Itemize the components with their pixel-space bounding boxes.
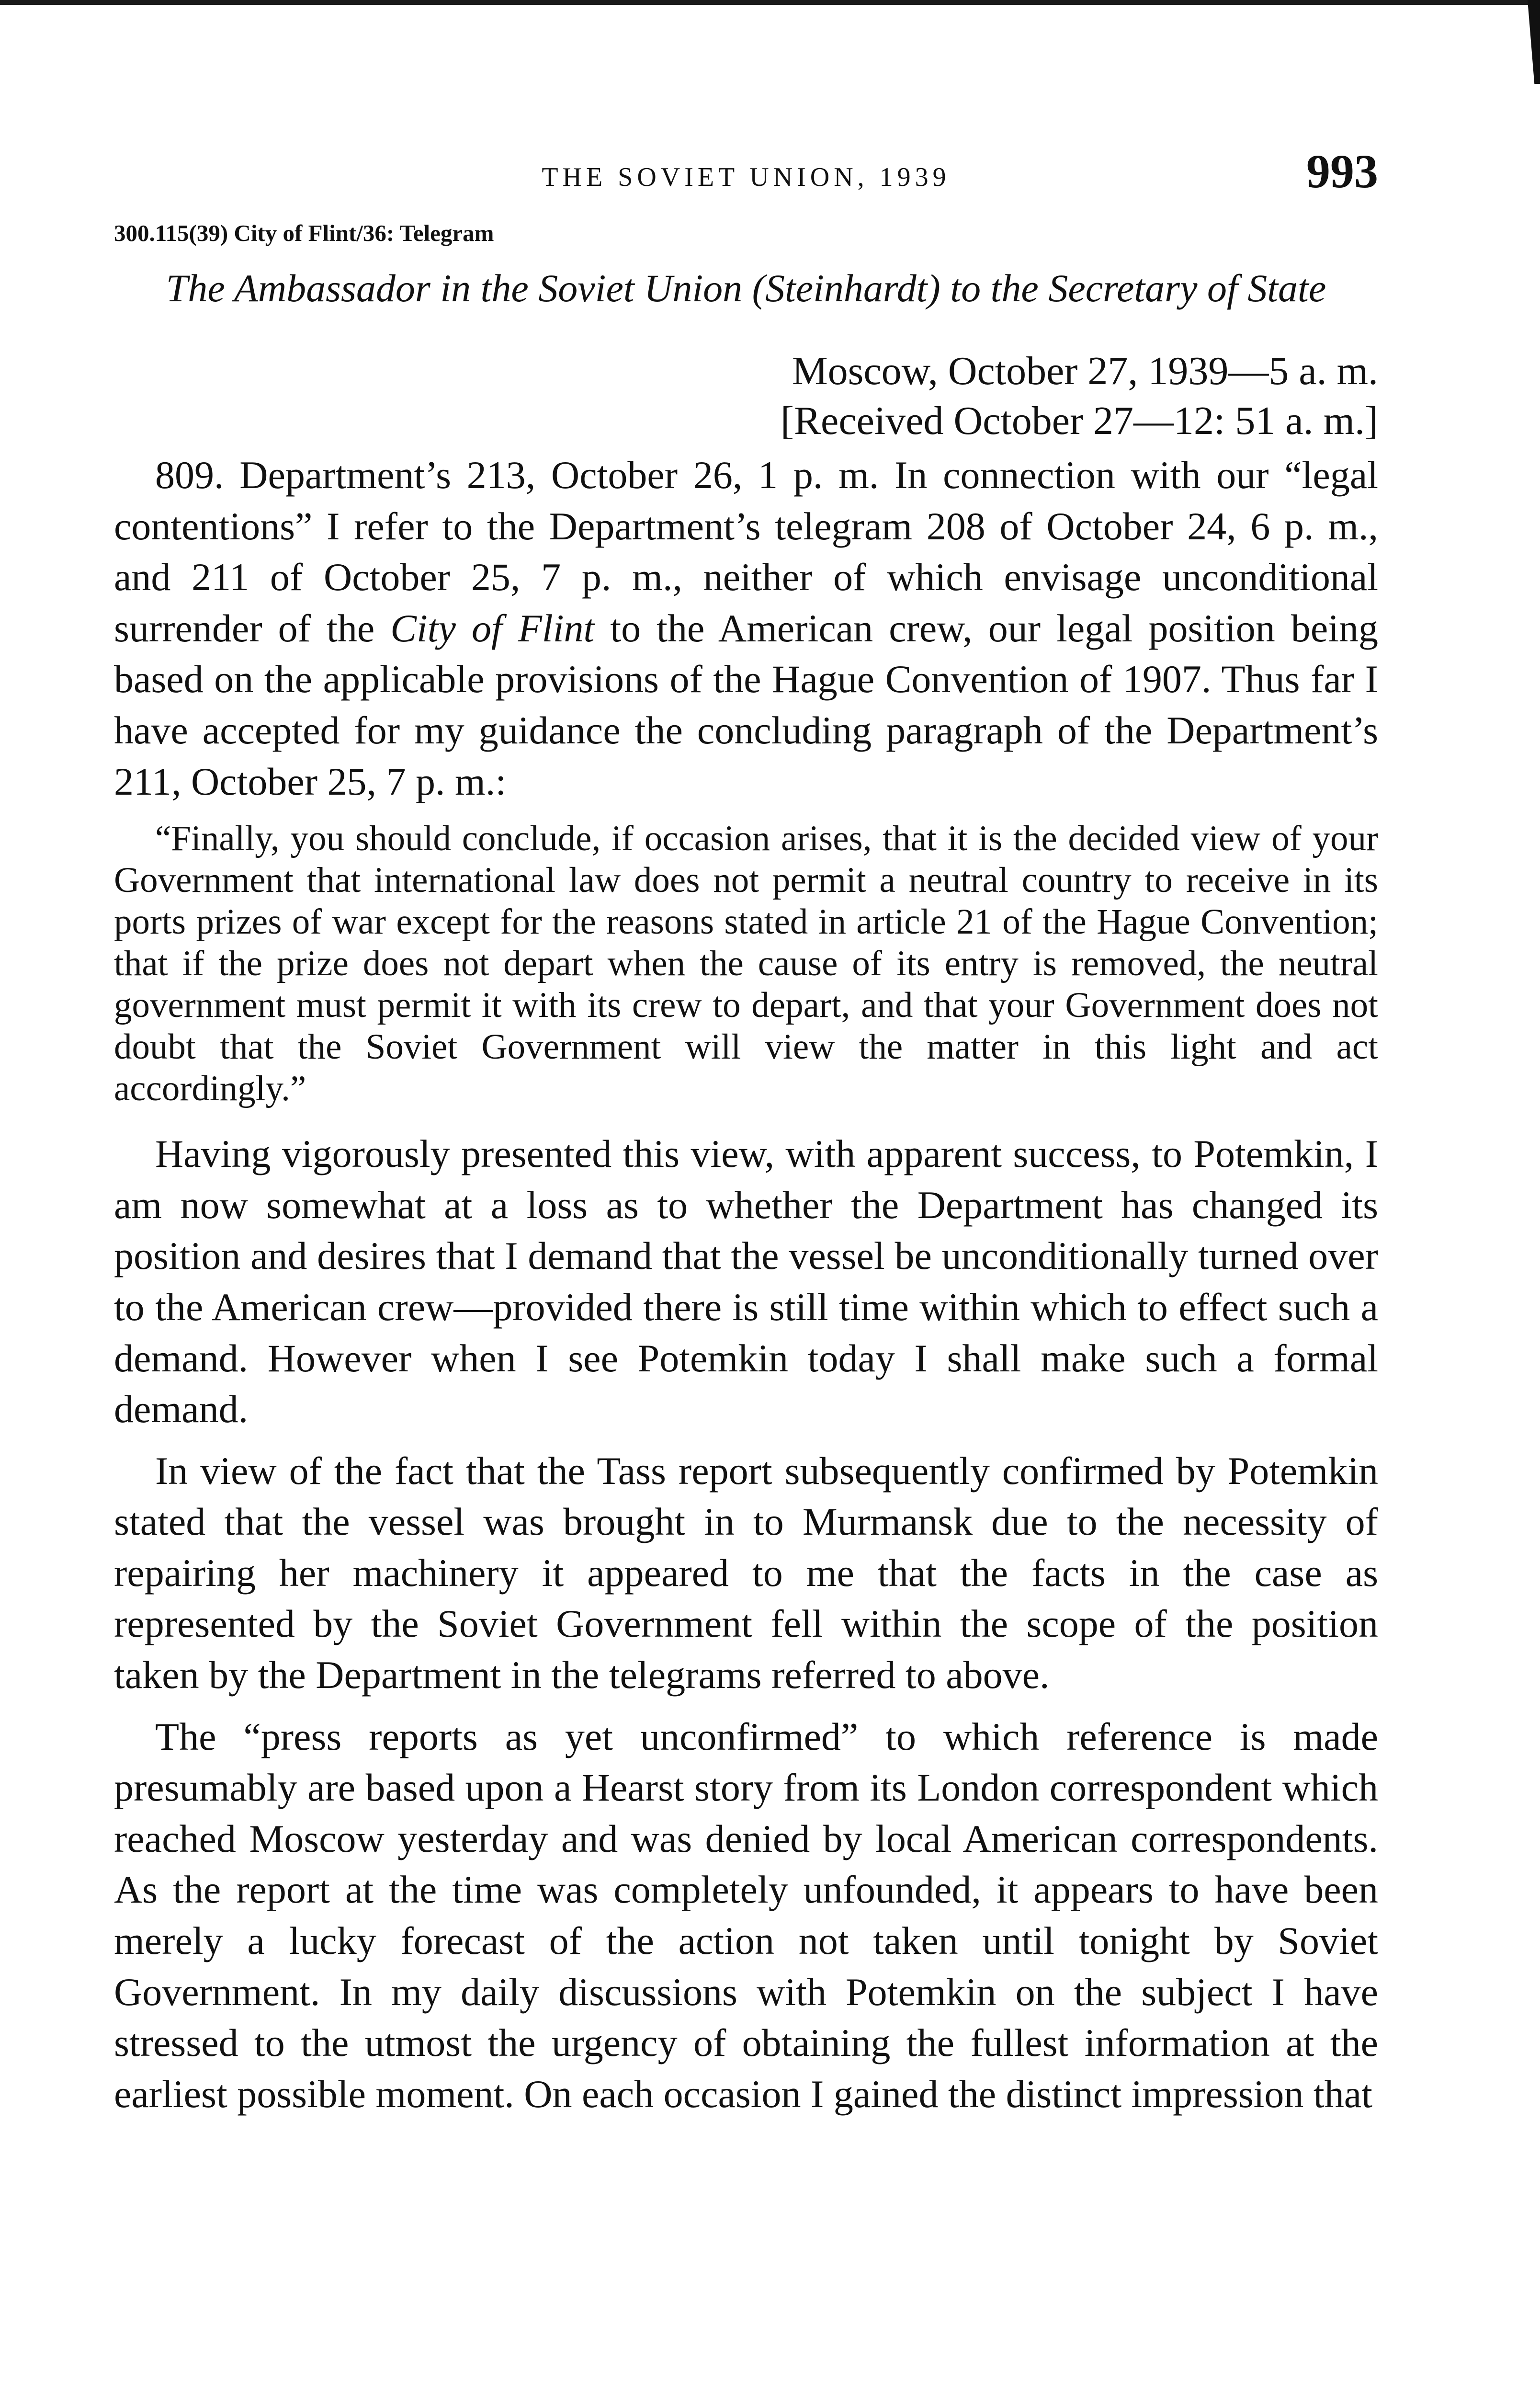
page-number: 993 <box>1306 145 1378 198</box>
running-head <box>114 144 1378 211</box>
paragraph: In view of the fact that the Tass report subsequently confirmed by Potemkin stated that the vessel was brought in to Murmansk due to the necessity of repairing her machinery it appeared to me that the facts in the case as represented by the Soviet Government fell within the scope of the position taken by the Department in the telegrams referred to above. <box>114 1448 1378 1697</box>
paragraph: Having vigorously presented this view, with apparent success, to Potemkin, I am now somewhat at a loss as to whether the Department has changed its position and desires that I demand that the vessel be unconditionally turned over to the American crew—provided there is still time within which to effect such a demand. However when I see Potemkin today I shall make such a formal demand. <box>114 1132 1378 1431</box>
file-reference: 300.115(39) City of Flint/36: Telegram <box>114 220 494 246</box>
block-quote: “Finally, you should conclude, if occasion arises, that it is the decided view of your Government that international law does not permit a neutral country to receive in its ports prizes of war except for the reasons stated in article 21 of the Hague Convention; that if the prize does not depart when the cause of its entry is removed, the neutral government must permit it with its crew to depart, and that your Government does not doubt that the Soviet Government will view the matter in this light and act accordingly.” <box>114 819 1378 1109</box>
document-heading: The Ambassador in the Soviet Union (Steinhardt) to the Secretary of State <box>166 266 1326 310</box>
document-page <box>114 144 1378 2130</box>
paragraph-text: 809. Department’s 213, October 26, 1 p. m. In connection with our “legal contentions” I refer to the Department’s telegram 208 of October 24, 6 p. m., and 211 of October 25, 7 p. m., neither of which envisage unconditional surrender of the <box>114 453 1378 650</box>
paragraph: The “press reports as yet unconfirmed” to which reference is made presumably are based upon a Hearst story from its London correspondent which reached Moscow yesterday and was denied by local American correspondents. As the report at the time was completely unfounded, it appears to have been merely a lucky forecast of the action not taken until tonight by Soviet Government. In my daily discussions with Potemkin on the subject I have stressed to the utmost the urgency of obtaining the fullest information at the earliest possible moment. On each occasion I gained the distinct impression that <box>114 1714 1378 2116</box>
scan-edge-mark <box>1528 0 1540 84</box>
ship-name: City of Flint <box>390 606 595 650</box>
running-title: THE SOVIET UNION, 1939 <box>542 162 951 192</box>
dateline-received: [Received October 27—12: 51 a. m.] <box>781 398 1378 443</box>
paragraph-telegram-809 <box>114 450 1378 807</box>
dateline-sent: Moscow, October 27, 1939—5 a. m. <box>792 348 1378 393</box>
scan-edge-line <box>0 0 1540 5</box>
paragraph-text: to the American crew, our legal position being based on the applicable provisions of the Hague Convention of 1907. Thus far I have accepted for my guidance the concluding paragraph of the Department’s 211, October 25, 7 p. m.: <box>114 606 1378 803</box>
dateline <box>114 346 1378 446</box>
